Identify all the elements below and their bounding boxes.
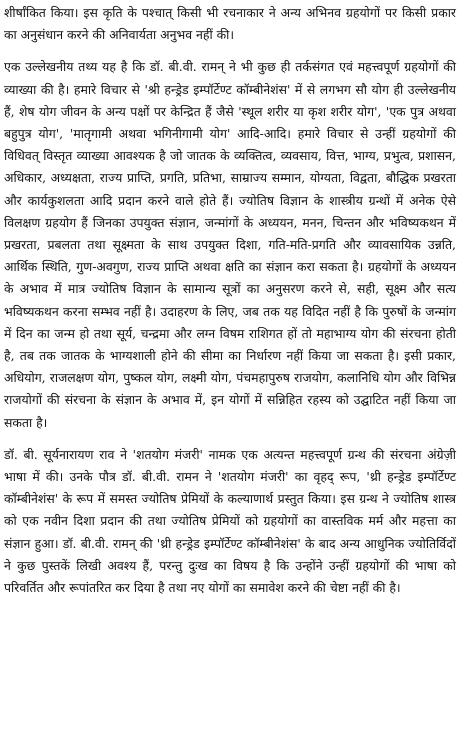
paragraph-3: डॉ. बी. सूर्यनारायण राव ने 'शतयोग मंजरी' नामक एक अत्यन्त महत्त्वपूर्ण ग्रन्थ की संरचना अंग्रेज़ी भाषा में की। उनके पौत्र डॉ. बी.वी. रामन ने 'शतयोग मंजरी' का वृहद् रूप, 'थ्री हन्ड्रेड इम्पॉर्टेण्ट कॉम्बीनेशंस' के रूप में समस्त ज्योतिष प्रेमियों के कल्याणार्थ प्रस्तुत किया। इस ग्रन्थ ने ज्योतिष शास्त्र को एक नवीन दिशा प्रदान की तथा ज्योतिष प्रेमियों को ग्रहयोगों का वास्तविक मर्म और महत्ता का संज्ञान हुआ। डॉ. बी.वी. रामन् की 'थ्री हन्ड्रेड इम्पॉर्टेण्ट कॉम्बीनेशंस' के बाद अन्य आधुनिक ज्योतिर्विदों ने कुछ पुस्तकें लिखी अवश्य हैं, परन्तु दुःख का विषय है कि उन्होंने उन्हीं ग्रहयोगों की भाषा को परिवर्तित और रूपांतरित कर दिया है तथा नए योगों का समावेश करने की चेष्टा नहीं की है। [4,446,456,596]
paragraph-gap [4,46,456,56]
paragraph-gap [4,434,456,444]
paragraph-2: एक उल्लेखनीय तथ्य यह है कि डॉ. बी.वी. रामन् ने भी कुछ ही तर्कसंगत एवं महत्त्वपूर्ण ग्रहयोगों की व्याख्या की है। हमारे विचार से 'श्री हन्ड्रेड इम्पॉर्टेण्ट कॉम्बीनेशंस' में से लगभग सौ योग ही उल्लेखनीय हैं, शेष योग जीवन के अन्य पक्षों पर केन्द्रित हैं जैसे 'स्थूल शरीर या कृश शरीर योग', 'एक पुत्र अथवा बहुपुत्र योग', 'मातृगामी अथवा भगिनीगामी योग' आदि-आदि। हमारे विचार से उन्हीं ग्रहयोगों की विधिवत् विस्तृत व्याख्या आवश्यक है जो जातक के व्यक्तित्व, व्यवसाय, वित्त, भाग्य, प्रभुत्व, प्रशासन, अधिकार, अध्यक्षता, राज्य प्राप्ति, प्रगति, प्रतिभा, साम्राज्य सम्मान, योग्यता, विद्वता, बौद्धिक प्रखरता और कार्यकुशलता आदि प्रदान करने वाले होते हैं। ज्योतिष विज्ञान के शास्त्रीय ग्रन्थों में अनेक ऐसे विलक्षण ग्रहयोग हैं जिनका उपयुक्त संज्ञान, जन्मांगों के अध्ययन, मनन, चिन्तन और भविष्यकथन में प्रखरता, प्रबलता तथा सूक्ष्मता के साथ उपयुक्त दिशा, गति-मति-प्रगति और व्यावसायिक उन्नति, आर्थिक स्थिति, गुण-अवगुण, राज्य प्राप्ति अथवा क्षति का संज्ञान करा सकता है। ग्रहयोगों के अध्ययन के अभाव में मात्र ज्योतिष विज्ञान के सामान्य सूत्रों का अनुसरण करने से, सही, सूक्ष्म और सत्य भविष्यकथन करना सम्भव नहीं है। उदाहरण के लिए, जब तक यह विदित नहीं है कि पुरुषों के जन्मांग में दिन का जन्म हो तथा सूर्य, चन्द्रमा और लग्न विषम राशिगत हों तो महाभाग्य योग की संरचना होती है, तब तक जातक के भाग्यशाली होने की सीमा का निर्धारण नहीं किया जा सकता है। इसी प्रकार, अधियोग, राजलक्षण योग, पुष्कल योग, लक्ष्मी योग, पंचमहापुरुष राजयोग, कलानिधि योग और विभिन्न राजयोगों की संरचना के संज्ञान के अभाव में, इन योगों में सन्निहित रहस्य को उद्घाटित नहीं किया जा सकता है। [4,59,456,430]
paragraph-1: शीर्षांकित किया। इस कृति के पश्चात् किसी भी रचनाकार ने अन्य अभिनव ग्रहयोगों पर किसी प्रकार का अनुसंधान करने की अनिवार्यता अनुभव नहीं की। [4,5,456,43]
